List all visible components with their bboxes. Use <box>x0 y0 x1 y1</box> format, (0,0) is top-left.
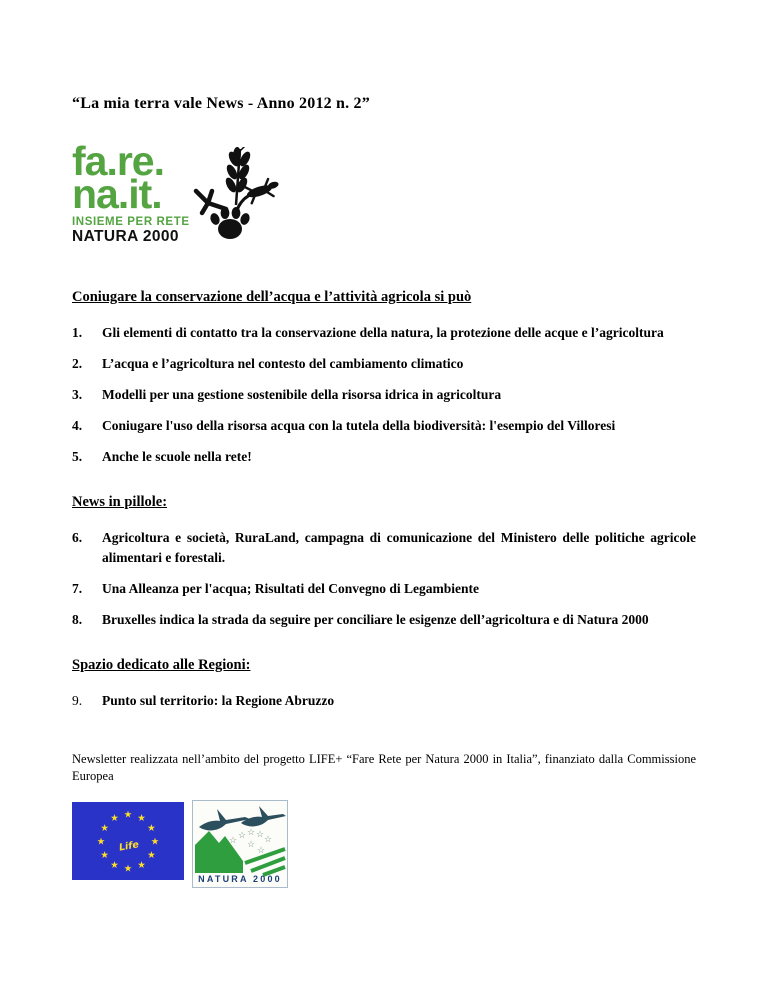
item-text: Agricoltura e società, RuraLand, campagna di comunicazione del Ministero delle politiche agricole alimentari e forestali. <box>102 530 696 565</box>
life-logo <box>72 802 184 880</box>
item-text: Anche le scuole nella rete! <box>102 449 252 464</box>
section-heading: Coniugare la conservazione dell’acqua e l’attività agricola si può <box>72 289 472 305</box>
farenait-word-1: fa.re. <box>72 138 164 184</box>
svg-text:☆: ☆ <box>255 829 265 839</box>
list-item <box>72 528 696 568</box>
footer-logos <box>72 802 696 888</box>
paw-icon <box>208 207 250 239</box>
item-number: 5. <box>72 449 83 464</box>
natura-2000-logo <box>192 800 288 888</box>
farenait-tagline-2: NATURA 2000 <box>72 228 179 245</box>
item-text: Modelli per una gestione sostenibile della risorsa idrica in agricoltura <box>102 387 502 402</box>
svg-text:★: ★ <box>110 813 119 825</box>
page-title: “La mia terra vale News - Anno 2012 n. 2” <box>72 95 370 112</box>
svg-text:☆: ☆ <box>237 830 247 840</box>
item-number: 6. <box>72 530 83 545</box>
list-item <box>72 447 696 467</box>
svg-text:★: ★ <box>110 859 119 871</box>
svg-text:★: ★ <box>137 859 146 871</box>
natura-logo-caption: NATURA 2000 <box>198 874 282 884</box>
list-item <box>72 323 696 343</box>
item-text: Una Alleanza per l'acqua; Risultati del Convegno di Legambiente <box>102 581 480 596</box>
numbered-list <box>72 323 696 467</box>
list-item <box>72 416 696 436</box>
svg-text:★: ★ <box>100 850 109 861</box>
svg-text:★: ★ <box>147 850 156 861</box>
list-item <box>72 579 696 599</box>
section-heading: News in pillole: <box>72 494 168 510</box>
section-acqua-agricola <box>72 289 696 467</box>
item-number: 7. <box>72 581 83 596</box>
section-news-in-pillole <box>72 494 696 630</box>
numbered-list <box>72 691 696 711</box>
item-number: 9. <box>72 693 83 708</box>
life-logo-word: Life <box>118 839 140 854</box>
svg-text:★: ★ <box>123 863 133 875</box>
footer-note: Newsletter realizzata nell’ambito del progetto LIFE+ “Fare Rete per Natura 2000 in Italia”, finanziato dalla Commissione Europea <box>72 752 696 783</box>
farenait-tagline-1: INSIEME PER RETE <box>72 216 190 228</box>
svg-text:★: ★ <box>137 813 146 825</box>
numbered-list <box>72 528 696 630</box>
list-item <box>72 610 696 630</box>
farenait-logo-icons <box>192 147 288 252</box>
farenait-word-2: na.it. <box>72 171 162 217</box>
natura-bird-icon <box>199 806 286 830</box>
svg-text:★: ★ <box>100 823 109 834</box>
item-text: Punto sul territorio: la Regione Abruzzo <box>102 693 335 708</box>
svg-text:★: ★ <box>147 823 156 834</box>
svg-text:☆: ☆ <box>246 827 256 837</box>
svg-text:☆: ☆ <box>228 835 238 845</box>
item-number: 2. <box>72 356 83 371</box>
svg-text:☆: ☆ <box>263 834 273 844</box>
svg-text:☆: ☆ <box>246 839 256 849</box>
list-item <box>72 354 696 374</box>
item-number: 4. <box>72 418 83 433</box>
item-text: Bruxelles indica la strada da seguire per conciliare le esigenze dell’agricoltura e di Natura 2000 <box>102 612 649 627</box>
farenait-logo-text <box>72 138 190 246</box>
farenait-logo <box>72 138 302 252</box>
item-text: L’acqua e l’agricoltura nel contesto del cambiamento climatico <box>102 356 464 371</box>
item-number: 1. <box>72 325 83 340</box>
svg-text:★: ★ <box>150 836 160 848</box>
item-text: Coniugare l'uso della risorsa acqua con la tutela della biodiversità: l'esempio del Villoresi <box>102 418 616 433</box>
item-number: 8. <box>72 612 83 627</box>
section-spazio-regioni <box>72 657 696 711</box>
svg-text:★: ★ <box>123 809 133 821</box>
item-number: 3. <box>72 387 83 402</box>
svg-text:☆: ☆ <box>256 845 266 855</box>
list-item <box>72 385 696 405</box>
section-heading: Spazio dedicato alle Regioni: <box>72 657 251 673</box>
item-text: Gli elementi di contatto tra la conservazione della natura, la protezione delle acque e l’agricoltura <box>102 325 664 340</box>
list-item <box>72 691 696 711</box>
svg-text:★: ★ <box>96 836 106 848</box>
